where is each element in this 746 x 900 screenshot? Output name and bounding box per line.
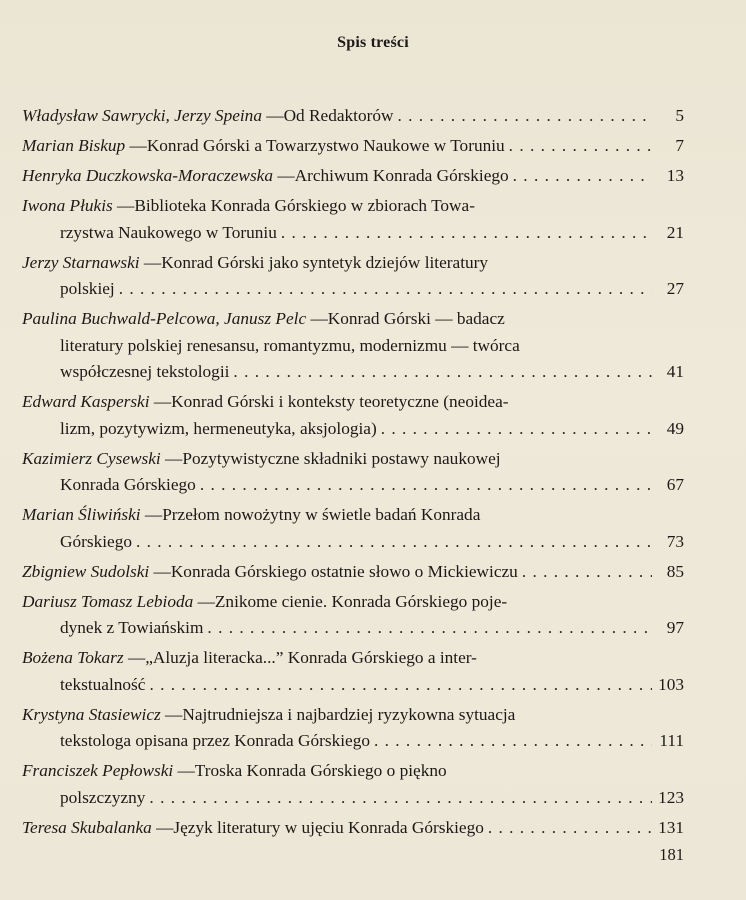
toc-entry-continuation-line bbox=[22, 728, 684, 755]
toc-author: Władysław Sawrycki, Jerzy Speina bbox=[22, 106, 262, 125]
dot-leader bbox=[233, 359, 652, 386]
toc-title-text: polskiej bbox=[60, 279, 115, 298]
toc-title-text: Troska Konrada Górskiego o piękno bbox=[194, 761, 447, 780]
dot-leader bbox=[207, 615, 652, 642]
toc-author: Jerzy Starnawski bbox=[22, 252, 140, 272]
toc-entry-continuation-line bbox=[22, 785, 684, 812]
toc-page-number: 85 bbox=[666, 561, 684, 581]
author-title-separator: — bbox=[273, 166, 295, 185]
toc-entry-continuation-line bbox=[22, 276, 684, 303]
toc-page-number: 123 bbox=[658, 787, 684, 807]
toc-entry-continuation-line bbox=[22, 672, 684, 699]
dot-leader bbox=[136, 529, 652, 556]
toc-title-text: współczesnej tekstologii bbox=[60, 362, 230, 381]
toc-page-number: 103 bbox=[658, 674, 684, 694]
toc-entry-first-line bbox=[22, 103, 684, 130]
table-of-contents bbox=[22, 103, 684, 845]
toc-author: Paulina Buchwald-Pelcowa, Janusz Pelc bbox=[22, 309, 307, 328]
author-title-separator: — bbox=[112, 196, 135, 215]
toc-entry-continuation-line bbox=[22, 220, 684, 247]
toc-title-text: Konrada Górskiego bbox=[60, 475, 196, 494]
toc-title-text: Konrada Górskiego ostatnie słowo o Mickiewiczu bbox=[170, 561, 518, 581]
author-title-separator: — bbox=[139, 252, 162, 272]
page-title: Spis treści bbox=[337, 34, 409, 51]
toc-entry[interactable] bbox=[22, 815, 684, 842]
toc-title-text: dynek z Towiańskim bbox=[60, 618, 204, 637]
toc-title-text: Znikome cienie. Konrada Górskiego poje- bbox=[214, 591, 508, 611]
toc-entry[interactable] bbox=[22, 446, 684, 499]
toc-page-number: 73 bbox=[666, 531, 684, 551]
toc-author: Iwona Płukis bbox=[22, 196, 113, 215]
author-title-separator: — bbox=[149, 561, 171, 581]
toc-author: Henryka Duczkowska-Moraczewska bbox=[22, 166, 273, 185]
toc-entry[interactable] bbox=[22, 502, 684, 555]
toc-author: Marian Biskup bbox=[22, 136, 126, 155]
toc-entry-continuation-line bbox=[22, 333, 684, 360]
toc-entry-continuation-line bbox=[22, 529, 684, 556]
toc-title-text: Biblioteka Konrada Górskiego w zbiorach Towa- bbox=[134, 196, 475, 215]
toc-author: Dariusz Tomasz Lebioda bbox=[22, 591, 194, 611]
toc-title-text: Konrad Górski a Towarzystwo Naukowe w Toruniu bbox=[146, 136, 505, 155]
toc-page-number: 5 bbox=[675, 106, 684, 125]
toc-entry-first-line bbox=[22, 758, 684, 785]
toc-entry-first-line bbox=[22, 446, 684, 473]
author-title-separator: — bbox=[125, 136, 147, 155]
toc-entry-continuation-line bbox=[22, 472, 684, 499]
toc-author: Franciszek Pepłowski bbox=[22, 761, 174, 780]
toc-entry-first-line bbox=[22, 502, 684, 529]
toc-entry-first-line bbox=[22, 163, 684, 190]
dot-leader bbox=[281, 220, 652, 247]
toc-author: Marian Śliwiński bbox=[22, 505, 141, 524]
page-number: 181 bbox=[659, 845, 684, 864]
author-title-separator: — bbox=[149, 392, 172, 411]
toc-title-text: Przełom nowożytny w świetle badań Konrada bbox=[162, 505, 481, 524]
toc-entry[interactable] bbox=[22, 133, 684, 160]
toc-title-text: polszczyzny bbox=[60, 787, 146, 807]
toc-title-text: Górskiego bbox=[60, 531, 132, 551]
author-title-separator: — bbox=[160, 704, 183, 724]
dot-leader bbox=[513, 163, 652, 190]
toc-title-text: lizm, pozytywizm, hermeneutyka, aksjologia) bbox=[60, 418, 377, 438]
toc-title-text: Konrad Górski — badacz bbox=[327, 309, 505, 328]
toc-entry-first-line bbox=[22, 589, 684, 616]
toc-entry[interactable] bbox=[22, 250, 684, 303]
toc-title-text: tekstologa opisana przez Konrada Górskiego bbox=[60, 731, 370, 750]
dot-leader bbox=[200, 472, 652, 499]
dot-leader bbox=[381, 416, 652, 443]
toc-author: Zbigniew Sudolski bbox=[22, 561, 150, 581]
dot-leader bbox=[488, 815, 652, 842]
toc-entry-first-line bbox=[22, 815, 684, 842]
toc-entry-first-line bbox=[22, 306, 684, 333]
toc-entry[interactable] bbox=[22, 702, 684, 755]
toc-author: Kazimierz Cysewski bbox=[22, 448, 161, 468]
toc-page-number: 67 bbox=[666, 475, 684, 494]
author-title-separator: — bbox=[151, 817, 174, 837]
toc-page-number: 7 bbox=[675, 136, 684, 155]
toc-entry[interactable] bbox=[22, 645, 684, 698]
toc-page-number: 13 bbox=[666, 166, 684, 185]
toc-title-text: „Aluzja literacka...” Konrada Górskiego a inter- bbox=[145, 648, 477, 667]
toc-author: Edward Kasperski bbox=[22, 392, 150, 411]
author-title-separator: — bbox=[160, 448, 183, 468]
toc-entry[interactable] bbox=[22, 163, 684, 190]
toc-title-text: tekstualność bbox=[60, 674, 146, 694]
dot-leader bbox=[522, 559, 652, 586]
author-title-separator: — bbox=[193, 591, 215, 611]
toc-page-number: 49 bbox=[666, 418, 684, 438]
toc-page-number: 41 bbox=[666, 362, 684, 381]
author-title-separator: — bbox=[261, 106, 284, 125]
dot-leader bbox=[149, 785, 652, 812]
toc-entry-continuation-line bbox=[22, 359, 684, 386]
toc-entry-first-line bbox=[22, 133, 684, 160]
dot-leader bbox=[509, 133, 652, 160]
toc-title-text: Konrad Górski i konteksty teoretyczne (neoidea- bbox=[171, 392, 509, 411]
toc-page-number: 131 bbox=[658, 817, 684, 837]
toc-entry[interactable] bbox=[22, 193, 684, 246]
toc-entry-first-line bbox=[22, 389, 684, 416]
toc-page-number: 97 bbox=[666, 618, 684, 637]
toc-title-text: Archiwum Konrada Górskiego bbox=[294, 166, 509, 185]
author-title-separator: — bbox=[173, 761, 195, 780]
toc-title-text: Konrad Górski jako syntetyk dziejów literatury bbox=[161, 252, 489, 272]
toc-entry-continuation-line bbox=[22, 615, 684, 642]
toc-entry-first-line bbox=[22, 559, 684, 586]
dot-leader bbox=[149, 672, 652, 699]
dot-leader bbox=[398, 103, 653, 130]
toc-title-text: Od Redaktorów bbox=[283, 106, 394, 125]
toc-title-text: Pozytywistyczne składniki postawy naukowej bbox=[182, 448, 501, 468]
toc-page-number: 27 bbox=[666, 279, 684, 298]
toc-entry[interactable] bbox=[22, 389, 684, 442]
toc-entry-first-line bbox=[22, 702, 684, 729]
toc-title-text: literatury polskiej renesansu, romantyzmu, modernizmu — twórca bbox=[60, 335, 520, 355]
toc-entry[interactable] bbox=[22, 559, 684, 586]
toc-entry-first-line bbox=[22, 193, 684, 220]
toc-entry[interactable] bbox=[22, 589, 684, 642]
toc-author: Bożena Tokarz bbox=[22, 648, 124, 667]
toc-entry[interactable] bbox=[22, 103, 684, 130]
author-title-separator: — bbox=[306, 309, 328, 328]
toc-author: Krystyna Stasiewicz bbox=[22, 704, 161, 724]
dot-leader bbox=[119, 276, 652, 303]
toc-page-number: 21 bbox=[666, 222, 684, 242]
toc-title-text: Język literatury w ujęciu Konrada Górskiego bbox=[173, 817, 484, 837]
toc-title-text: Najtrudniejsza i najbardziej ryzykowna sytuacja bbox=[182, 704, 516, 724]
toc-page-number: 111 bbox=[659, 731, 684, 750]
author-title-separator: — bbox=[123, 648, 146, 667]
toc-author: Teresa Skubalanka bbox=[22, 817, 152, 837]
toc-entry-first-line bbox=[22, 645, 684, 672]
toc-entry[interactable] bbox=[22, 306, 684, 386]
toc-title-text: rzystwa Naukowego w Toruniu bbox=[60, 222, 277, 242]
author-title-separator: — bbox=[140, 505, 163, 524]
toc-entry[interactable] bbox=[22, 758, 684, 811]
dot-leader bbox=[374, 728, 652, 755]
toc-entry-continuation-line bbox=[22, 416, 684, 443]
toc-entry-first-line bbox=[22, 250, 684, 277]
